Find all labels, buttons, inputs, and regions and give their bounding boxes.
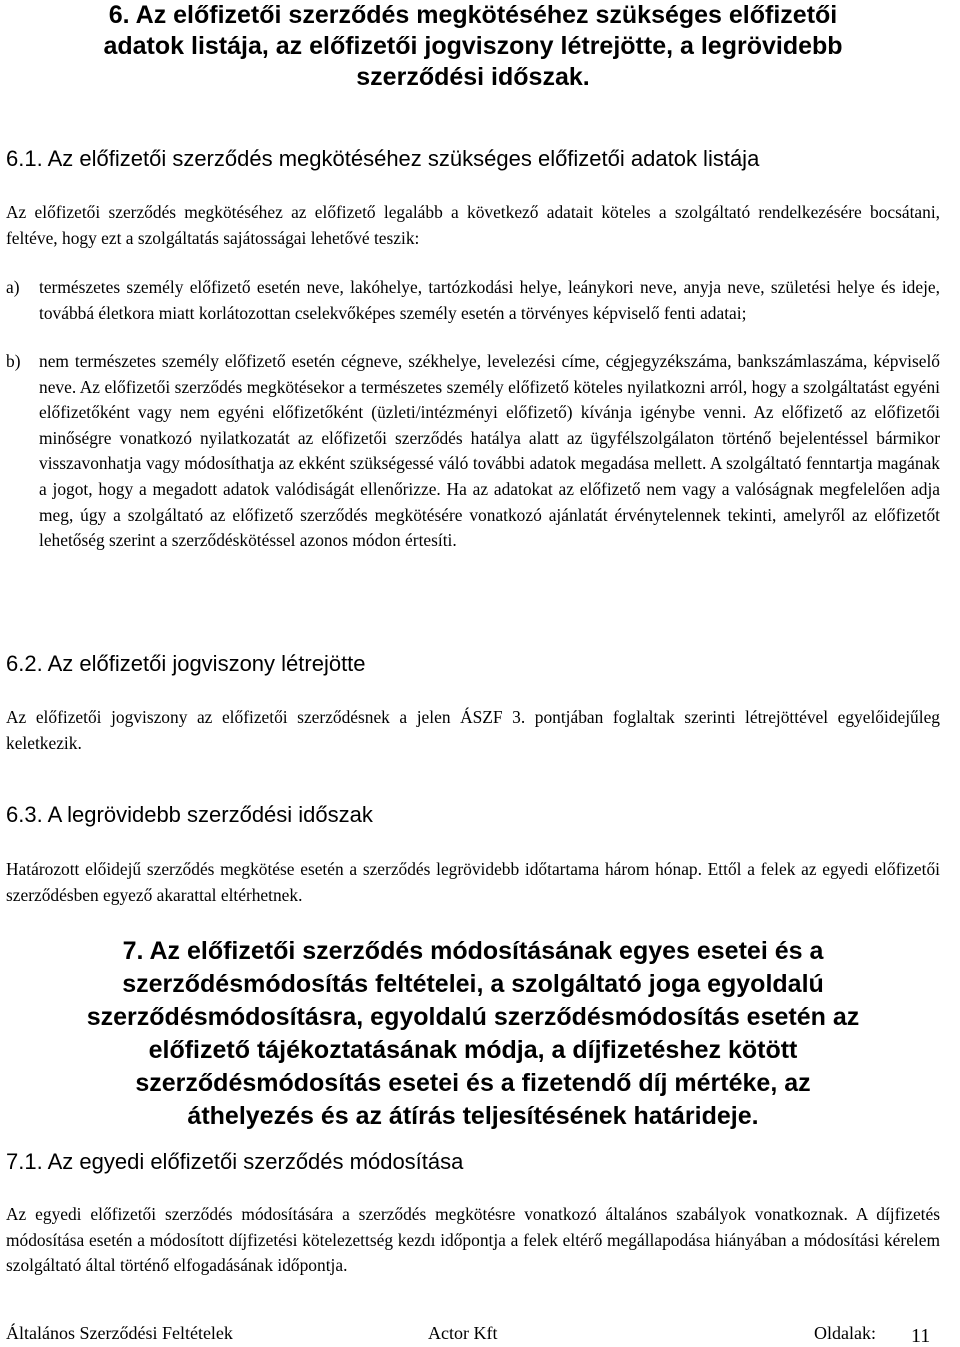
footer-page-number: 11 [911,1325,931,1347]
section-6-2-heading-block [6,650,940,678]
section-6-1-heading: 6.1. Az előfizetői szerződés megkötéséhez szükséges előfizetői adatok listája [6,146,760,171]
section-7-1-heading: 7.1. Az egyedi előfizetői szerződés módosítása [6,1149,464,1174]
section-6-heading [8,0,938,93]
section-7-1-text: Az egyedi előfizetői szerződés módosítására a szerződés megkötésre vonatkozó általános szabályok vonatkoznak. A díjfizetés módosítása esetén a módosított díjfizetési kötelezettség kezdı időpontja a felek eltérő megállapodása hiányában a módosítási kérelem szolgáltató által történő elfogadásának időpontja. [6,1204,940,1276]
section-6-heading-line-2: adatok listája, az előfizetői jogviszony létrejötte, a legrövidebb [103,32,843,60]
section-6-2-text-block [6,705,940,756]
section-6-heading-line-1: 6. Az előfizetői szerződés megkötéséhez szükséges előfizetői [108,1,838,29]
section-7-1-text-block [6,1202,940,1279]
section-7-heading-line-1: 7. Az előfizetői szerződés módosításának egyes esetei és a [122,937,824,965]
list-marker: b) [6,351,21,371]
page-footer [6,1322,940,1347]
section-6-3-heading-block [6,801,940,829]
list-item-text: nem természetes személy előfizető esetén cégneve, székhelye, levelezési címe, cégjegyzékszáma, bankszámlaszáma, képviselő neve. Az előfizetői szerződés megkötésekor a természetes személy előfizető köteles nyilatkozni arról, hogy a szolgáltatást egyéni előfizetőként vagy nem egyéni előfizetőként (üzleti/intézményi előfizető) kívánja igénybe venni. Az előfizető az előfizetői minőségre vonatkozó nyilatkozatát az előfizetői szerződés hatálya alatt az ügyfélszolgálaton történő bejelentéssel bármikor visszavonhatja vagy módosíthatja az ekként szükségessé váló további adatok megadása mellett. A szolgáltató fenntartja magának a jogot, hogy a megadott adatok valódiságát ellenőrizze. Ha az adatokat az előfizető nem vagy a valóságnak megfelelően adja meg, úgy a szolgáltató az előfizető szerződés megkötésére vonatkozó ajánlatát érvénytelennek tekinti, amelyről az előfizetőt lehetőség szerint a szerződéskötéssel azonos módon értesíti. [39,351,940,551]
section-7-heading-line-5: szerződésmódosítás esetei és a fizetendő díj mértéke, az [135,1069,811,1097]
footer-document-title: Általános Szerződési Feltételek [6,1323,233,1343]
section-6-heading-line-3: szerződési időszak. [356,63,590,91]
list-marker: a) [6,277,20,297]
section-6-1-heading-block [6,145,940,173]
section-7-heading-line-3: szerződésmódosításra, egyoldalú szerződésmódosítás esetén az [86,1003,860,1031]
section-6-2-heading: 6.2. Az előfizetői jogviszony létrejötte [6,651,366,676]
list-item [6,349,940,554]
section-7-heading-line-2: szerződésmódosítás feltételei, a szolgáltató joga egyoldalú [122,970,824,998]
section-7-1-heading-block [6,1148,940,1176]
section-6-3-text: Határozott előidejű szerződés megkötése esetén a szerződés legrövidebb időtartama három hónap. Ettől a felek az egyedi előfizetői szerződésben egyező akarattal eltérhetnek. [6,859,940,905]
list-item [6,275,940,326]
section-6-2-text: Az előfizetői jogviszony az előfizetői szerződésnek a jelen ÁSZF 3. pontjában foglaltak szerinti létrejöttével egyelőidejűleg keletkezik. [6,707,940,753]
footer-pages-label: Oldalak: [814,1323,876,1343]
section-7-heading [8,935,938,1133]
footer-company: Actor Kft [428,1323,498,1343]
section-6-3-text-block [6,857,940,908]
list-item-text: természetes személy előfizető esetén neve, lakóhelye, tartózkodási helye, leánykori neve, anyja neve, születési helye és ideje, továbbá életkora miatt korlátozottan cselekvőképes személy esetén a törvényes képviselő fenti adatai; [39,277,940,323]
section-7-heading-line-6: áthelyezés és az átírás teljesítésének határideje. [187,1102,759,1130]
section-6-1-intro: Az előfizetői szerződés megkötéséhez az előfizető legalább a következő adatait köteles a szolgáltató rendelkezésére bocsátani, feltéve, hogy ezt a szolgáltatás sajátosságai lehetővé teszik: [6,202,940,248]
section-7-heading-line-4: előfizető tájékoztatásának módja, a díjfizetéshez kötött [148,1036,798,1064]
section-6-3-heading: 6.3. A legrövidebb szerződési időszak [6,802,373,827]
section-6-1-intro-block [6,200,940,251]
